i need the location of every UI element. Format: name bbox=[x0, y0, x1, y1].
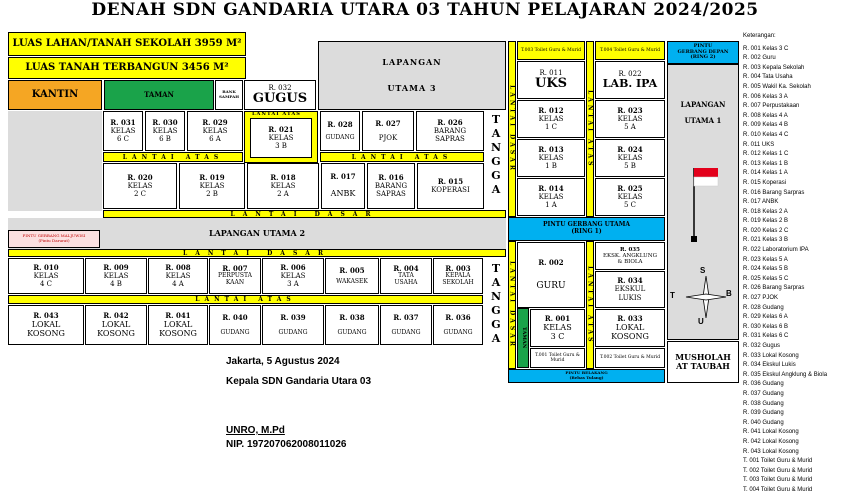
room-number: R. 028 bbox=[327, 119, 353, 129]
room-label: KELAS bbox=[103, 271, 129, 280]
toilet-t003 bbox=[517, 41, 585, 60]
legend-item: R. 033 Lokal Kosong bbox=[743, 352, 799, 359]
musholah bbox=[667, 341, 739, 383]
lantai-dasar-strip-2 bbox=[8, 249, 506, 257]
legend-item: R. 039 Gudang bbox=[743, 410, 784, 417]
room-r039 bbox=[262, 305, 324, 345]
pintu-belakang bbox=[508, 369, 665, 383]
legend-item: R. 018 Kelas 2 A bbox=[743, 208, 788, 215]
room-label: GUGUS bbox=[252, 90, 308, 106]
legend-item: R. 024 Kelas 5 B bbox=[743, 266, 789, 273]
room-label: 5 A bbox=[624, 123, 636, 132]
room-r014 bbox=[517, 178, 585, 216]
room-r005 bbox=[325, 258, 379, 294]
room-label: KELAS bbox=[617, 153, 643, 162]
lapangan1-line1: LAPANGAN bbox=[680, 100, 726, 109]
lapangan-utama-3 bbox=[318, 41, 506, 110]
room-label: 4 C bbox=[39, 280, 53, 289]
room-number: R. 038 bbox=[339, 312, 365, 322]
room-number: R. 030 bbox=[152, 117, 178, 127]
taman-side-label: TAMAN bbox=[520, 327, 527, 349]
pintu-belakang-l1: PINTU BELAKANG bbox=[565, 370, 608, 376]
room-number: R. 010 bbox=[33, 262, 59, 272]
room-r001 bbox=[530, 309, 585, 347]
room-number: R. 002 bbox=[538, 257, 564, 267]
room-r016 bbox=[367, 163, 415, 209]
legend-item: R. 029 Kelas 6 A bbox=[743, 314, 788, 321]
compass-n: S bbox=[700, 266, 706, 275]
strip-label: LANTAI DASAR bbox=[230, 210, 379, 218]
pintu-maljuwisi-l2: (Pintu Darurat) bbox=[38, 238, 70, 243]
room-r035 bbox=[595, 242, 665, 270]
legend-item: T. 001 Toilet Guru & Murid bbox=[743, 458, 813, 465]
lantai-atas-vstrip-1 bbox=[586, 41, 594, 217]
tangga-lower: TANGGA bbox=[490, 262, 502, 345]
room-number: R. 025 bbox=[617, 183, 643, 193]
room-label: 2 B bbox=[206, 190, 218, 199]
room-number: R. 005 bbox=[339, 265, 365, 275]
room-label: LOKAL bbox=[615, 322, 645, 332]
room-label: KELAS bbox=[270, 181, 296, 190]
room-number: R. 013 bbox=[538, 144, 564, 154]
musholah-l2: AT TAUBAH bbox=[676, 361, 730, 371]
room-r024 bbox=[595, 139, 665, 177]
room-label: 5 B bbox=[624, 162, 636, 171]
strip-label: LANTAI ATAS bbox=[351, 153, 453, 161]
room-r042 bbox=[85, 305, 147, 345]
legend-item: R. 019 Kelas 2 B bbox=[743, 218, 789, 225]
room-label: KELAS bbox=[127, 181, 153, 190]
room-label: EKSK. ANGKLUNG bbox=[603, 252, 657, 259]
legend-item: R. 030 Kelas 6 B bbox=[743, 323, 789, 330]
lantai-dasar-vstrip-2 bbox=[508, 241, 516, 369]
lantai-atas-strip-2 bbox=[320, 152, 484, 162]
room-r004 bbox=[380, 258, 432, 294]
bank-sampah-label: BANK SAMPAH bbox=[218, 89, 240, 99]
room-r023 bbox=[595, 100, 665, 138]
room-number: R. 026 bbox=[437, 117, 463, 127]
toilet-label: T.001 Toilet Guru & Murid bbox=[535, 352, 580, 363]
lantai-atas-strip-1 bbox=[103, 152, 243, 162]
room-r037 bbox=[380, 305, 432, 345]
strip-label: LANTAI DASAR bbox=[508, 261, 516, 349]
room-label: 6 A bbox=[209, 135, 221, 144]
flag-icon bbox=[690, 166, 724, 242]
room-label: KELAS bbox=[110, 126, 136, 135]
room-label: KELAS bbox=[617, 192, 643, 201]
room-r012 bbox=[517, 100, 585, 138]
room-number: R. 018 bbox=[270, 172, 296, 182]
room-r015 bbox=[417, 163, 484, 209]
legend-item: R. 023 Kelas 5 A bbox=[743, 256, 788, 263]
taman-side bbox=[517, 308, 529, 368]
room-number: R. 022 bbox=[618, 69, 642, 78]
lantai-dasar-strip-1 bbox=[103, 210, 506, 218]
room-r040 bbox=[209, 305, 261, 345]
tangga-upper: TANGGA bbox=[490, 113, 502, 196]
room-label: GUDANG bbox=[337, 328, 367, 336]
compass-e: B bbox=[726, 289, 732, 298]
room-label: 1 B bbox=[545, 162, 557, 171]
strip-label: LANTAI ATAS bbox=[586, 89, 594, 169]
lantai-atas-vstrip-2 bbox=[586, 241, 594, 369]
kantin bbox=[8, 80, 102, 110]
legend-item: R. 003 Kepala Sekolah bbox=[743, 64, 805, 71]
toilet-label: T.003 Toilet Guru & Murid bbox=[520, 47, 582, 53]
legend-item: R. 001 Kelas 3 C bbox=[743, 45, 789, 52]
room-label: USAHA bbox=[394, 279, 418, 287]
room-number: R. 023 bbox=[617, 105, 643, 115]
room-label: KOSONG bbox=[611, 332, 649, 342]
legend-item: R. 017 ANBK bbox=[743, 199, 779, 206]
room-label: WAKASEK bbox=[336, 277, 368, 285]
room-label: 6 C bbox=[116, 135, 130, 144]
room-r036 bbox=[433, 305, 483, 345]
room-r030 bbox=[145, 111, 185, 151]
room-label: BARANG bbox=[374, 181, 408, 190]
room-label: & BIOLA bbox=[617, 259, 643, 266]
musholah-l1: MUSHOLAH bbox=[675, 351, 731, 362]
legend-item: R. 043 Lokal Kosong bbox=[743, 448, 799, 455]
room-number: R. 019 bbox=[199, 172, 225, 182]
room-number: R. 021 bbox=[268, 124, 294, 134]
luas-lahan-box bbox=[8, 32, 246, 56]
room-label: KELAS bbox=[538, 192, 564, 201]
strip-label: LANTAI DASAR bbox=[183, 249, 331, 257]
room-label: ANBK bbox=[330, 189, 356, 199]
legend-item: T. 004 Toilet Guru & Murid bbox=[743, 486, 813, 493]
legend-item: R. 015 Koperasi bbox=[743, 179, 787, 186]
page-title: DENAH SDN GANDARIA UTARA 03 TAHUN PELAJARAN 2024/2025 bbox=[91, 0, 759, 20]
pintu-maljuwisi-l1: PINTU GERBANG MALJUWISI bbox=[22, 233, 86, 239]
legend-item: R. 022 Laboratorium IPA bbox=[743, 247, 809, 254]
luas-bangunan-text: LUAS TANAH TERBANGUN 3456 M² bbox=[25, 62, 229, 74]
toilet-t004 bbox=[595, 41, 665, 60]
legend-item: R. 038 Gudang bbox=[743, 400, 784, 407]
lantai-atas-strip-3 bbox=[8, 295, 483, 304]
room-label: KAAN bbox=[225, 279, 245, 287]
room-number: R. 034 bbox=[617, 276, 643, 286]
legend-item: R. 012 Kelas 1 C bbox=[743, 151, 789, 158]
toilet-label: T.004 Toilet Guru & Murid bbox=[599, 47, 661, 53]
room-number: R. 001 bbox=[544, 313, 571, 323]
room-number: R. 037 bbox=[393, 312, 419, 322]
room-label: EKSKUL bbox=[614, 285, 646, 294]
room-r010 bbox=[8, 258, 84, 294]
strip-label: LANTAI ATAS bbox=[195, 296, 296, 303]
room-number: R. 017 bbox=[330, 172, 356, 182]
legend bbox=[743, 32, 850, 493]
footer-role: Kepala SDN Gandaria Utara 03 bbox=[226, 376, 372, 387]
legend-item: R. 013 Kelas 1 B bbox=[743, 160, 789, 167]
toilet-label: T.002 Toilet Guru & Murid bbox=[599, 355, 661, 361]
legend-item: R. 021 Kelas 3 B bbox=[743, 237, 789, 244]
room-r019 bbox=[179, 163, 245, 209]
room-r034 bbox=[595, 271, 665, 308]
room-r038 bbox=[325, 305, 379, 345]
legend-item: R. 028 Gudang bbox=[743, 304, 784, 311]
room-label: SAPRAS bbox=[376, 190, 406, 199]
room-label: 1 C bbox=[544, 123, 558, 132]
footer-date: Jakarta, 5 Agustus 2024 bbox=[226, 356, 340, 367]
room-label: LOKAL bbox=[163, 319, 193, 329]
legend-item: R. 009 Kelas 4 B bbox=[743, 122, 789, 129]
legend-item: R. 031 Kelas 6 C bbox=[743, 333, 789, 340]
room-r017 bbox=[321, 163, 365, 209]
legend-item: R. 032 Gugus bbox=[743, 343, 781, 349]
room-label: BARANG bbox=[433, 126, 467, 135]
strip-label: LANTAI ATAS bbox=[122, 153, 224, 161]
room-label: KELAS bbox=[543, 322, 572, 332]
room-label: 3 C bbox=[550, 332, 565, 342]
room-r033 bbox=[595, 309, 665, 347]
pintu-gerbang-maljuwisi bbox=[8, 230, 100, 248]
room-label: GUDANG bbox=[278, 328, 308, 336]
room-label: GUDANG bbox=[443, 328, 473, 336]
lapangan2-label: LAPANGAN UTAMA 2 bbox=[208, 228, 306, 239]
room-label: KOSONG bbox=[97, 329, 135, 339]
room-r027 bbox=[362, 111, 414, 151]
room-label: 2 A bbox=[277, 190, 289, 199]
room-label: KELAS bbox=[268, 133, 294, 142]
room-r029 bbox=[187, 111, 243, 151]
room-label: KELAS bbox=[538, 114, 564, 123]
lantai-dasar-vstrip-1 bbox=[508, 41, 516, 217]
room-number: R. 029 bbox=[202, 117, 228, 127]
footer-nip: NIP. 197207062008011026 bbox=[226, 439, 347, 450]
room-label: KELAS bbox=[33, 271, 59, 280]
legend-item: T. 002 Toilet Guru & Murid bbox=[743, 467, 813, 474]
room-number: R. 035 bbox=[620, 246, 640, 253]
kantin-label: KANTIN bbox=[31, 89, 79, 101]
room-r007 bbox=[209, 258, 261, 294]
legend-item: T. 003 Toilet Guru & Murid bbox=[743, 477, 813, 484]
legend-item: R. 034 Ekskul Lukis bbox=[743, 362, 796, 369]
room-label: KELAS bbox=[538, 153, 564, 162]
room-r006 bbox=[262, 258, 324, 294]
room-number: R. 020 bbox=[127, 172, 153, 182]
pintu-ring2-l1: PINTU bbox=[693, 42, 713, 49]
pintu-utama-l1: PINTU GERBANG UTAMA bbox=[542, 221, 631, 229]
legend-item: R. 027 PJOK bbox=[743, 295, 779, 302]
strip-label: LANTAI ATAS bbox=[586, 265, 594, 345]
pintu-ring2-l2: GERBANG DEPAN bbox=[677, 48, 729, 55]
room-number: R. 041 bbox=[165, 310, 191, 320]
room-label: LOKAL bbox=[31, 319, 61, 329]
lapangan3-line2: UTAMA 3 bbox=[387, 83, 437, 94]
toilet-t002 bbox=[595, 348, 665, 368]
room-number: R. 007 bbox=[222, 264, 248, 274]
upper-left-area bbox=[8, 111, 102, 211]
room-label: GURU bbox=[536, 280, 566, 291]
legend-item: R. 042 Lokal Kosong bbox=[743, 438, 799, 445]
room-label: SEKOLAH bbox=[442, 279, 474, 287]
legend-item: R. 011 UKS bbox=[743, 141, 775, 148]
room-r018 bbox=[247, 163, 319, 209]
room-label: KELAS bbox=[152, 126, 178, 135]
lapangan3-line1: LAPANGAN bbox=[382, 56, 442, 67]
legend-item: R. 026 Barang Sarpras bbox=[743, 285, 805, 292]
room-label: KOPERASI bbox=[431, 186, 470, 194]
room-label: 4 A bbox=[172, 280, 184, 289]
legend-item: R. 035 Ekskul Angklung & Biola bbox=[743, 371, 828, 378]
room-label: LAB. IPA bbox=[602, 76, 658, 90]
room-r032 bbox=[244, 80, 316, 110]
legend-item: R. 036 Gudang bbox=[743, 381, 784, 388]
room-label: LUKIS bbox=[618, 293, 642, 302]
footer-name: UNRO, M.Pd bbox=[226, 425, 285, 436]
toilet-t001 bbox=[530, 348, 585, 368]
strip-label: LANTAI DASAR bbox=[508, 85, 516, 173]
room-number: R. 009 bbox=[103, 262, 129, 272]
room-label: 2 C bbox=[133, 190, 147, 199]
room-number: R. 031 bbox=[110, 117, 136, 127]
room-label: KELAS bbox=[280, 271, 306, 280]
room-number: R. 012 bbox=[538, 105, 564, 115]
room-number: R. 015 bbox=[437, 176, 464, 186]
room-label: KELAS bbox=[165, 271, 191, 280]
room-number: R. 043 bbox=[33, 310, 59, 320]
room-label: 6 B bbox=[159, 135, 171, 144]
legend-item: R. 005 Wakil Ka. Sekolah bbox=[743, 83, 811, 90]
legend-item: R. 010 Kelas 4 C bbox=[743, 131, 789, 138]
room-label: 1 A bbox=[545, 201, 557, 210]
room-label: 5 C bbox=[623, 201, 637, 210]
room-r009 bbox=[85, 258, 147, 294]
pintu-ring2-l3: (RING 2) bbox=[690, 54, 716, 61]
room-r020 bbox=[103, 163, 177, 209]
legend-item: R. 008 Kelas 4 A bbox=[743, 112, 788, 119]
room-number: R. 014 bbox=[538, 183, 564, 193]
room-number: R. 011 bbox=[539, 68, 563, 77]
room-label: KOSONG bbox=[159, 329, 197, 339]
room-r026 bbox=[416, 111, 484, 151]
room-label: UKS bbox=[534, 75, 568, 91]
legend-list bbox=[743, 45, 850, 496]
room-r022 bbox=[595, 61, 665, 99]
legend-item: R. 020 Kelas 2 C bbox=[743, 227, 789, 234]
bank-sampah bbox=[215, 80, 243, 110]
room-r031 bbox=[103, 111, 143, 151]
room-r011 bbox=[517, 61, 585, 99]
pintu-utama-l2: (RING 1) bbox=[571, 228, 602, 235]
room-label: GUDANG bbox=[325, 133, 355, 141]
room-r041 bbox=[148, 305, 208, 345]
room-label: 4 B bbox=[110, 280, 122, 289]
legend-title: Keterangan: bbox=[743, 33, 776, 39]
room-label: GUDANG bbox=[391, 328, 421, 336]
room-number: R. 003 bbox=[445, 264, 471, 274]
room-number: R. 040 bbox=[222, 312, 248, 322]
legend-item: R. 025 Kelas 5 C bbox=[743, 275, 789, 282]
legend-item: R. 041 Lokal Kosong bbox=[743, 429, 799, 436]
room-label: KEPALA bbox=[445, 272, 471, 280]
luas-bangunan-box bbox=[8, 57, 246, 79]
legend-item: R. 040 Gudang bbox=[743, 419, 784, 426]
room-label: LOKAL bbox=[101, 319, 131, 329]
room-number: R. 027 bbox=[375, 118, 401, 128]
room-label: KELAS bbox=[199, 181, 225, 190]
legend-item: R. 007 Perpustakaan bbox=[743, 103, 800, 110]
legend-item: R. 037 Gudang bbox=[743, 390, 784, 397]
r021-strip-label: LANTAI ATAS bbox=[252, 111, 301, 117]
pintu-belakang-l2: (Bebas Tulang) bbox=[569, 375, 604, 380]
compass-w: T bbox=[670, 291, 675, 300]
room-r025 bbox=[595, 178, 665, 216]
room-r043 bbox=[8, 305, 84, 345]
room-r021 bbox=[250, 118, 312, 158]
legend-item: R. 014 Kelas 1 A bbox=[743, 170, 788, 177]
luas-lahan-text: LUAS LAHAN/TANAH SEKOLAH 3959 M² bbox=[12, 38, 242, 50]
compass-s: U bbox=[698, 317, 704, 326]
room-label: TATA bbox=[398, 272, 414, 280]
room-r002 bbox=[517, 242, 585, 308]
pintu-gerbang-depan bbox=[667, 41, 739, 64]
room-label: PERPUSTA bbox=[217, 272, 253, 280]
legend-item: R. 004 Tata Usaha bbox=[743, 74, 793, 81]
room-number: R. 033 bbox=[617, 313, 643, 323]
legend-item: R. 016 Barang Sarpras bbox=[743, 189, 805, 196]
room-label: 3 A bbox=[287, 280, 299, 289]
room-number: R. 016 bbox=[378, 172, 404, 182]
room-number: R. 039 bbox=[280, 312, 306, 322]
room-number: R. 032 bbox=[268, 83, 292, 92]
taman-top bbox=[104, 80, 214, 110]
room-number: R. 006 bbox=[280, 262, 306, 272]
room-label: KOSONG bbox=[27, 329, 65, 339]
lapangan1-line2: UTAMA 1 bbox=[684, 116, 722, 126]
room-r003 bbox=[433, 258, 483, 294]
legend-item: R. 002 Guru bbox=[743, 55, 776, 62]
room-number: R. 008 bbox=[165, 262, 191, 272]
pintu-gerbang-utama bbox=[508, 217, 665, 241]
room-number: R. 024 bbox=[617, 144, 643, 154]
room-number: R. 036 bbox=[445, 312, 471, 322]
room-number: R. 042 bbox=[103, 310, 129, 320]
taman-top-label: TAMAN bbox=[144, 89, 174, 99]
room-label: KELAS bbox=[202, 126, 228, 135]
room-label: KELAS bbox=[617, 114, 643, 123]
room-r013 bbox=[517, 139, 585, 177]
room-label: 3 B bbox=[275, 142, 287, 151]
room-label: PJOK bbox=[378, 134, 398, 142]
legend-item: R. 006 Kelas 3 A bbox=[743, 93, 788, 100]
room-r028 bbox=[320, 111, 360, 151]
room-number: R. 004 bbox=[393, 264, 419, 274]
room-label: SAPRAS bbox=[435, 135, 465, 144]
room-label: GUDANG bbox=[220, 328, 250, 336]
room-r008 bbox=[148, 258, 208, 294]
